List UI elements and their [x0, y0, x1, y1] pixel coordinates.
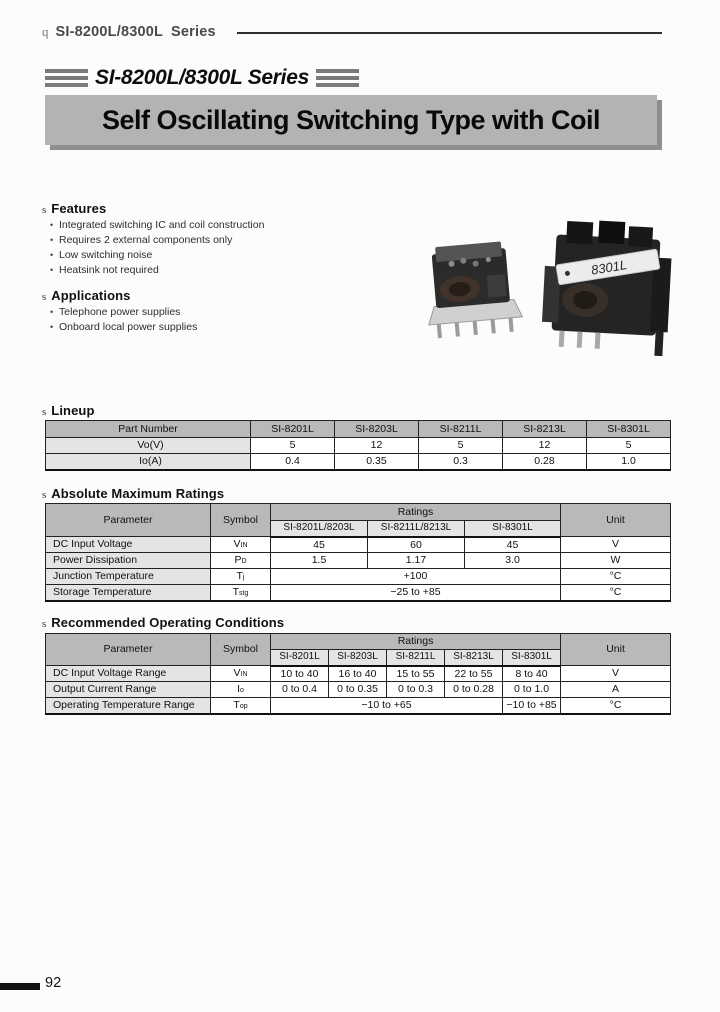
cell: +100	[271, 569, 561, 585]
application-item: • Onboard local power supplies	[50, 320, 197, 335]
cell: 45	[465, 537, 561, 553]
applications-marker: s	[42, 291, 47, 303]
table-row	[46, 537, 671, 553]
column-subheader: SI-8301L	[503, 650, 561, 666]
column-subheader: SI-8211L	[387, 650, 445, 666]
unit-cell: V	[561, 666, 671, 682]
column-header: Unit	[561, 634, 671, 666]
table-row	[46, 585, 671, 601]
table-row	[46, 438, 671, 454]
symbol-cell: VIN	[211, 537, 271, 553]
row-label: Io(A)	[46, 454, 251, 470]
cell: 0.28	[503, 454, 587, 470]
cell: 15 to 55	[387, 666, 445, 682]
rec-op-title: Recommended Operating Conditions	[51, 615, 285, 630]
column-subheader: SI-8213L	[445, 650, 503, 666]
column-header: Parameter	[46, 504, 211, 537]
unit-cell: V	[561, 537, 671, 553]
column-header: Part Number	[46, 421, 251, 438]
cell: 60	[368, 537, 465, 553]
column-subheader: SI-8201L/8203L	[271, 521, 368, 537]
column-subheader: SI-8201L	[271, 650, 329, 666]
cell: 12	[335, 438, 419, 454]
column-header: SI-8201L	[251, 421, 335, 438]
abs-max-table	[45, 503, 671, 602]
symbol-cell: PD	[211, 553, 271, 569]
cell: 0.3	[419, 454, 503, 470]
cell: −10 to +65	[271, 698, 503, 714]
parameter-label: Junction Temperature	[46, 569, 211, 585]
product-photo-small	[422, 240, 524, 339]
column-header: SI-8203L	[335, 421, 419, 438]
lineup-table	[45, 420, 671, 471]
unit-cell: °C	[561, 698, 671, 714]
stripe-right-icon	[316, 69, 359, 87]
lineup-marker: s	[42, 406, 47, 418]
stripe-left-icon	[45, 69, 88, 87]
column-header: Symbol	[211, 504, 271, 537]
cell: 0 to 0.35	[329, 682, 387, 698]
cell: 0 to 0.4	[271, 682, 329, 698]
column-header: Parameter	[46, 634, 211, 666]
table-row	[46, 569, 671, 585]
column-header: Ratings	[271, 504, 561, 521]
table-row	[46, 666, 671, 682]
lineup-title: Lineup	[51, 403, 95, 418]
row-label: Vo(V)	[46, 438, 251, 454]
cell: 10 to 40	[271, 666, 329, 682]
symbol-cell: Top	[211, 698, 271, 714]
cell: 1.5	[271, 553, 368, 569]
product-photos	[418, 213, 678, 358]
table-row	[46, 682, 671, 698]
cell: 12	[503, 438, 587, 454]
applications-heading	[42, 288, 131, 303]
feature-item: • Integrated switching IC and coil construction	[50, 218, 264, 233]
table-row	[46, 454, 671, 470]
cell: 1.0	[587, 454, 671, 470]
application-item: • Telephone power supplies	[50, 305, 197, 320]
column-subheader: SI-8211L/8213L	[368, 521, 465, 537]
lineup-heading	[42, 403, 95, 418]
cell: 5	[419, 438, 503, 454]
cell: 5	[251, 438, 335, 454]
symbol-cell: VIN	[211, 666, 271, 682]
features-title: Features	[51, 201, 107, 216]
column-header: SI-8211L	[419, 421, 503, 438]
cell: 0 to 0.3	[387, 682, 445, 698]
unit-cell: °C	[561, 569, 671, 585]
symbol-cell: Io	[211, 682, 271, 698]
cell: 3.0	[465, 553, 561, 569]
symbol-cell: Tj	[211, 569, 271, 585]
parameter-label: Power Dissipation	[46, 553, 211, 569]
rec-op-heading	[42, 615, 284, 630]
unit-cell: W	[561, 553, 671, 569]
unit-cell: A	[561, 682, 671, 698]
cell: −10 to +85	[503, 698, 561, 714]
feature-item: • Requires 2 external components only	[50, 233, 264, 248]
table-header-row	[46, 421, 671, 438]
applications-title: Applications	[51, 288, 131, 303]
cell: 5	[587, 438, 671, 454]
applications-list	[50, 305, 197, 335]
column-header: Ratings	[271, 634, 561, 650]
cell: 8 to 40	[503, 666, 561, 682]
features-marker: s	[42, 204, 47, 216]
column-header: SI-8301L	[587, 421, 671, 438]
column-header: Symbol	[211, 634, 271, 666]
rec-op-table	[45, 633, 671, 715]
running-head-rule	[237, 32, 662, 34]
unit-cell: °C	[561, 585, 671, 601]
cell: 16 to 40	[329, 666, 387, 682]
column-header: SI-8213L	[503, 421, 587, 438]
table-header-row	[46, 504, 671, 521]
running-head	[42, 24, 216, 40]
features-heading	[42, 201, 106, 216]
product-label: 8301L	[589, 257, 629, 278]
title-banner	[45, 95, 657, 145]
series-strip	[45, 66, 359, 90]
abs-max-title: Absolute Maximum Ratings	[51, 486, 225, 501]
column-subheader: SI-8203L	[329, 650, 387, 666]
page-title: Self Oscillating Switching Type with Coil	[101, 104, 601, 135]
table-row	[46, 553, 671, 569]
abs-max-heading	[42, 486, 224, 501]
cell: 0.35	[335, 454, 419, 470]
parameter-label: Storage Temperature	[46, 585, 211, 601]
cell: 1.17	[368, 553, 465, 569]
column-subheader: SI-8301L	[465, 521, 561, 537]
product-photo-large	[541, 218, 674, 356]
table-row	[46, 698, 671, 714]
parameter-label: DC Input Voltage	[46, 537, 211, 553]
page-number: 92	[45, 975, 62, 991]
parameter-label: Operating Temperature Range	[46, 698, 211, 714]
series-title: SI-8200L/8300L Series	[95, 66, 309, 89]
cell: 0.4	[251, 454, 335, 470]
running-head-marker: q	[42, 24, 49, 39]
footer-bar	[0, 983, 40, 990]
running-head-title: SI-8200L/8300L Series	[55, 24, 216, 40]
cell: 22 to 55	[445, 666, 503, 682]
symbol-cell: Tstg	[211, 585, 271, 601]
features-list	[50, 218, 264, 278]
cell: 0 to 0.28	[445, 682, 503, 698]
cell: −25 to +85	[271, 585, 561, 601]
column-header: Unit	[561, 504, 671, 537]
parameter-label: Output Current Range	[46, 682, 211, 698]
abs-max-marker: s	[42, 489, 47, 501]
rec-op-marker: s	[42, 618, 47, 630]
feature-item: • Low switching noise	[50, 248, 264, 263]
feature-item: • Heatsink not required	[50, 263, 264, 278]
cell: 0 to 1.0	[503, 682, 561, 698]
cell: 45	[271, 537, 368, 553]
parameter-label: DC Input Voltage Range	[46, 666, 211, 682]
table-header-row	[46, 634, 671, 650]
